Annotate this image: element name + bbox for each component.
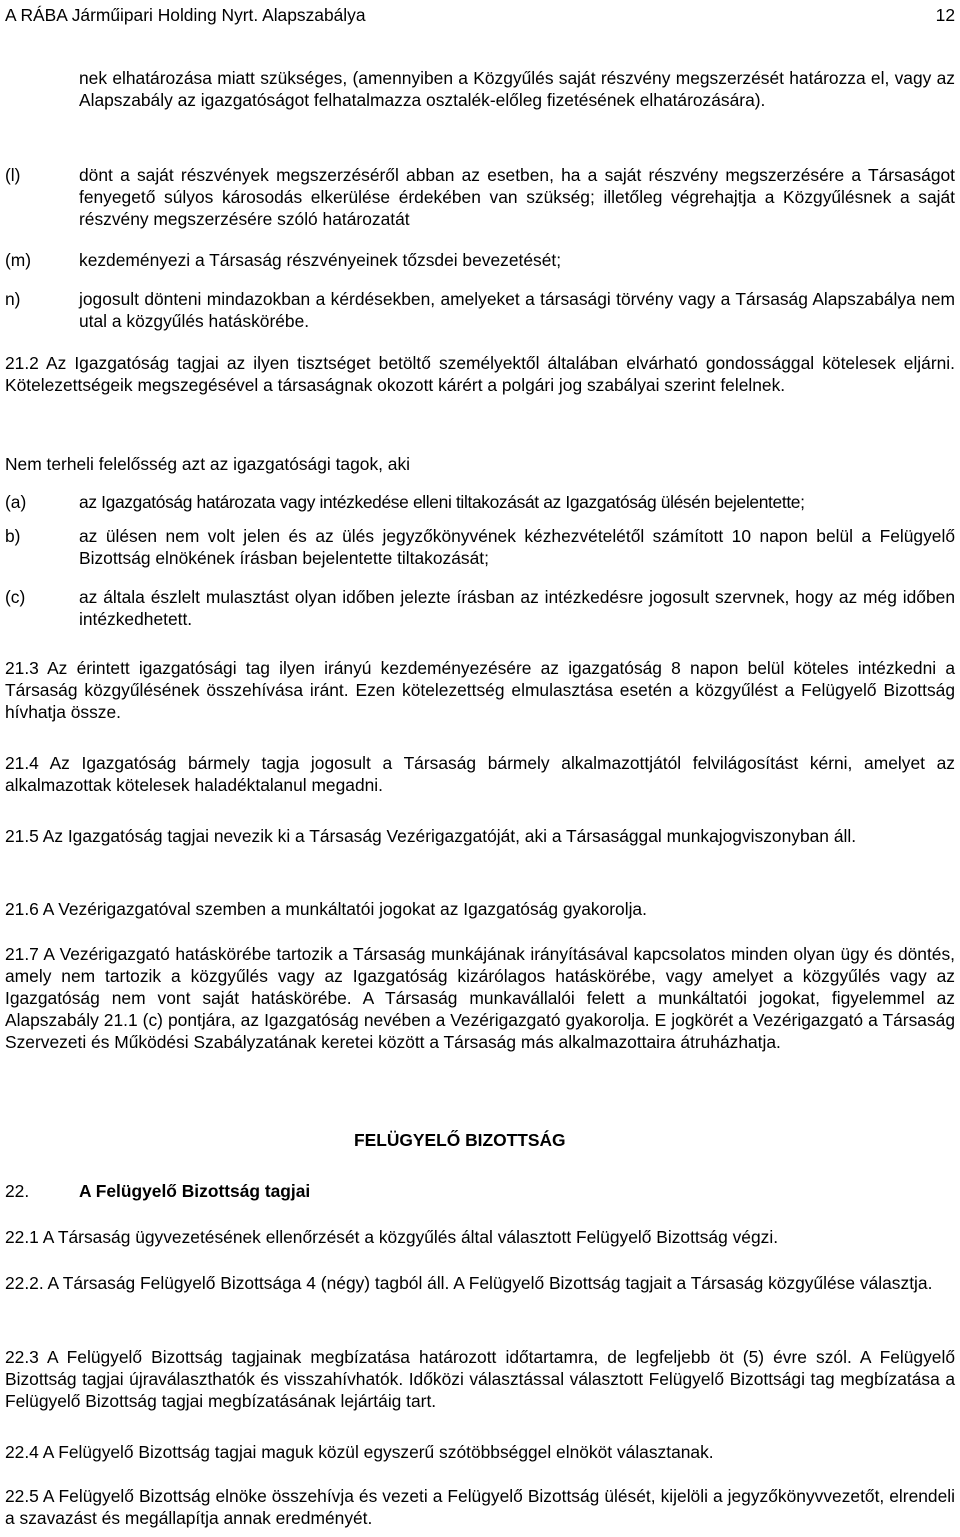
- supervisory-board-heading: FELÜGYELŐ BIZOTTSÁG: [354, 1130, 566, 1150]
- section-21-4: 21.4 Az Igazgatóság bármely tagja jogosult a Társaság bármely alkalmazottjától felvilágosítást kérni, amelyet az alkalmazottak kötelesek haladéktalanul megadni.: [5, 753, 955, 795]
- section-21-2: 21.2 Az Igazgatóság tagjai az ilyen tisztséget betöltő személyektől általában elvárható gondossággal kötelesek eljárni. Kötelezettségeik megszegésével a társaságnak okozott kárért a polgári jog szabályai szerint felelnek.: [5, 353, 955, 395]
- section-22-3: 22.3 A Felügyelő Bizottság tagjainak megbízatása határozott időtartamra, de legfeljebb öt (5) évre szól. A Felügyelő Bizottság tagjai újraválaszthatók és visszahívhatók. Időközi választással választott Felügyelő Bizottsági tag megbízatása a Felügyelő Bizottság tagjai megbízatásának lejártáig tart.: [5, 1347, 955, 1411]
- liability-a-label: (a): [5, 492, 27, 512]
- item-l-text: dönt a saját részvények megszerzéséről abban az esetben, ha a saját részvény megszerzésére a Társaságot fenyegető súlyos károsodás elkerülése érdekében van szükség; illetőleg végrehajtja a Közgyűlésnek a saját részvény megszerzésére szóló határozatát: [79, 165, 955, 229]
- item-m-label: (m): [5, 250, 32, 270]
- section-21-3: 21.3 Az érintett igazgatósági tag ilyen irányú kezdeményezésére az igazgatóság 8 napon belül köteles intézkedni a Társaság közgyűlésének összehívása iránt. Ezen kötelezettség elmulasztása esetén a közgyűlést a Felügyelő Bizottság hívhatja össze.: [5, 658, 955, 722]
- page-number: 12: [935, 5, 955, 25]
- section-22-number: 22.: [5, 1181, 30, 1201]
- section-22-1: 22.1 A Társaság ügyvezetésének ellenőrzését a közgyűlés által választott Felügyelő Bizottság végzi.: [5, 1227, 779, 1247]
- liability-intro: Nem terheli felelősség azt az igazgatósági tagok, aki: [5, 454, 411, 474]
- section-21-6: 21.6 A Vezérigazgatóval szemben a munkáltatói jogokat az Igazgatóság gyakorolja.: [5, 899, 647, 919]
- item-n-text: jogosult dönteni mindazokban a kérdésekben, amelyeket a társasági törvény vagy a Társaság Alapszabálya nem utal a közgyűlés hatáskörébe.: [79, 289, 955, 331]
- section-21-5: 21.5 Az Igazgatóság tagjai nevezik ki a Társaság Vezérigazgatóját, aki a Társasággal munkajogviszonyban áll.: [5, 826, 857, 846]
- page-header: [5, 4, 955, 28]
- liability-a-text: az Igazgatóság határozata vagy intézkedése elleni tiltakozását az Igazgatóság ülésén bejelentette;: [79, 492, 805, 512]
- item-n-label: n): [5, 289, 21, 309]
- section-22-2: 22.2. A Társaság Felügyelő Bizottsága 4 (négy) tagból áll. A Felügyelő Bizottság tagjait a Társaság közgyűlése választja.: [5, 1273, 933, 1293]
- section-21-7: 21.7 A Vezérigazgató hatáskörébe tartozik a Társaság munkájának irányításával kapcsolatos minden olyan ügy és döntés, amely nem tartozik a közgyűlés vagy az Igazgatóság kizárólagos hatáskörébe, vagy amelyet a közgyűlés vagy az Igazgatóság nem vont saját hatáskörébe. A Társaság munkavállalói felett a munkáltatói jogokat, figyelemmel az Alapszabály 21.1 (c) pontjára, az Igazgatóság nevében a Vezérigazgató gyakorolja. E jogkörét a Vezérigazgató a Társaság Szervezeti és Működési Szabályzatának keretei között a Társaság más alkalmazottaira átruházhatja.: [5, 944, 955, 1052]
- item-l-label: (l): [5, 165, 21, 185]
- liability-b-label: b): [5, 526, 21, 546]
- document-title: A RÁBA Járműipari Holding Nyrt. Alapszabálya: [5, 5, 366, 25]
- item-m-text: kezdeményezi a Társaság részvényeinek tőzsdei bevezetését;: [79, 250, 562, 270]
- section-22-5: 22.5 A Felügyelő Bizottság elnöke összehívja és vezeti a Felügyelő Bizottság ülését, kijelöli a jegyzőkönyvvezetőt, elrendeli a szavazást és megállapítja annak eredményét.: [5, 1486, 955, 1528]
- intro-paragraph: nek elhatározása miatt szükséges, (amennyiben a Közgyűlés saját részvény megszerzését határozza el, vagy az Alapszabály az igazgatóságot felhatalmazza osztalék-előleg fizetésének elhatározására).: [79, 68, 955, 110]
- liability-c-label: (c): [5, 587, 26, 607]
- liability-c-text: az általa észlelt mulasztást olyan időben jelezte írásban az intézkedésre jogosult szervnek, hogy az még időben intézkedhetett.: [79, 587, 955, 629]
- section-22-title: A Felügyelő Bizottság tagjai: [79, 1181, 311, 1201]
- liability-b-text: az ülésen nem volt jelen és az ülés jegyzőkönyvének kézhezvételétől számított 10 napon belül a Felügyelő Bizottság elnökének írásban bejelentette tiltakozását;: [79, 526, 955, 568]
- section-22-4: 22.4 A Felügyelő Bizottság tagjai maguk közül egyszerű szótöbbséggel elnököt választanak.: [5, 1442, 714, 1462]
